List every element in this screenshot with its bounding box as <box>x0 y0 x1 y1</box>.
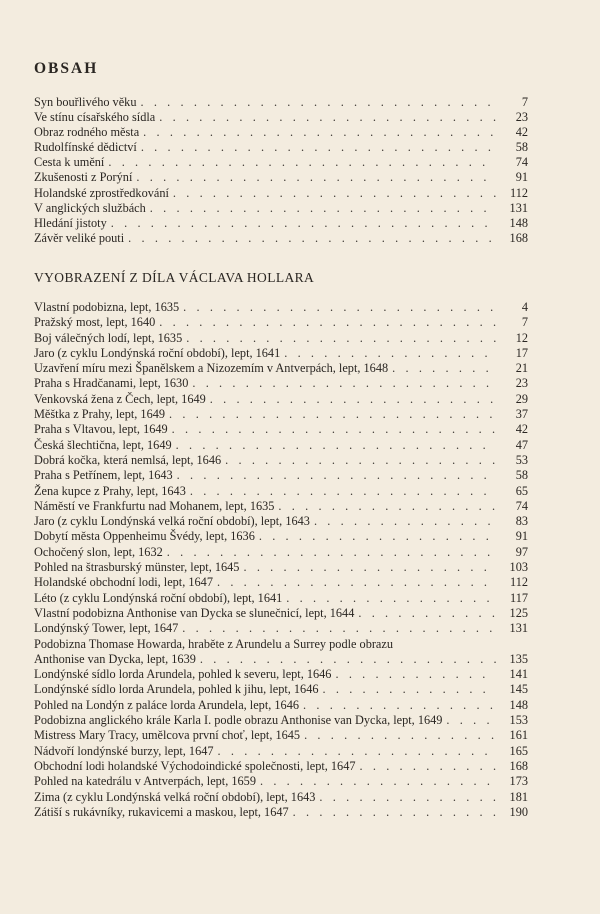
dot-leader <box>446 713 496 728</box>
entry-title: Anthonise van Dycka, lept, 1639 <box>34 651 196 666</box>
illustration-entry <box>34 790 528 805</box>
illustrations-heading: VYOBRAZENÍ Z DÍLA VÁCLAVA HOLLARA <box>34 270 315 285</box>
illustration-entry <box>34 575 528 590</box>
entry-page-number: 58 <box>515 468 528 483</box>
entry-page-number: 141 <box>509 667 528 682</box>
illustration-entry <box>34 361 528 376</box>
illustration-entry <box>34 667 528 682</box>
entry-title: Podobizna Thomase Howarda, hraběte z Arundelu a Surrey podle obrazu <box>34 636 393 651</box>
entry-title: Vlastní podobizna, lept, 1635 <box>34 300 180 314</box>
entry-title: Zátiší s rukávníky, rukavicemi a maskou, lept, 1647 <box>34 804 289 819</box>
entry-title: Pohled na katedrálu v Antverpách, lept, 1659 <box>34 774 256 789</box>
illustration-entry <box>34 529 528 544</box>
entry-page-number: 112 <box>510 575 528 590</box>
entry-page-number: 42 <box>515 422 528 437</box>
illustration-entry <box>34 407 528 422</box>
dot-leader <box>360 759 497 774</box>
entry-page-number: 91 <box>515 529 528 544</box>
entry-title: Rudolfínské dědictví <box>34 140 137 155</box>
entry-page-number: 131 <box>509 200 528 215</box>
entry-page-number: 125 <box>509 605 528 620</box>
illustration-entry <box>34 545 528 560</box>
entry-page-number: 7 <box>521 315 528 330</box>
entry-title: Jaro (z cyklu Londýnská roční období), lept, 1641 <box>34 345 281 360</box>
entry-page-number: 145 <box>509 682 528 697</box>
dot-leader <box>128 231 496 246</box>
entry-page-number: 148 <box>509 697 528 712</box>
illustration-entry <box>34 637 528 652</box>
illustration-entry <box>34 728 528 743</box>
dot-leader <box>136 170 496 185</box>
dot-leader <box>176 438 496 453</box>
illustration-entry <box>34 805 528 820</box>
entry-page-number: 7 <box>521 95 528 109</box>
entry-page-number: 21 <box>515 361 528 376</box>
entry-title: Náměstí ve Frankfurtu nad Mohanem, lept, 1635 <box>34 498 275 513</box>
dot-leader <box>173 186 496 201</box>
entry-title: Londýnský Tower, lept, 1647 <box>34 621 179 636</box>
illustration-entry <box>34 713 528 728</box>
entry-title: Pražský most, lept, 1640 <box>34 315 156 330</box>
contents-entry <box>34 140 528 155</box>
dot-leader <box>177 468 496 483</box>
dot-leader <box>217 575 496 590</box>
dot-leader <box>172 422 496 437</box>
entry-page-number: 53 <box>515 452 528 467</box>
dot-leader <box>278 499 496 514</box>
entry-title: Léto (z cyklu Londýnská roční období), lept, 1641 <box>34 590 283 605</box>
dot-leader <box>108 155 496 170</box>
dot-leader <box>335 667 496 682</box>
entry-title: Závěr veliké pouti <box>34 230 125 245</box>
contents-entry <box>34 155 528 170</box>
dot-leader <box>143 125 496 140</box>
dot-leader <box>159 315 496 330</box>
dot-leader <box>192 376 496 391</box>
entry-title: Londýnské sídlo lorda Arundela, pohled k severu, lept, 1646 <box>34 667 332 682</box>
illustration-entry <box>34 376 528 391</box>
illustration-entry <box>34 682 528 697</box>
illustration-entry <box>34 606 528 621</box>
dot-leader <box>243 560 496 575</box>
entry-title: Hledání jistoty <box>34 215 107 230</box>
dot-leader <box>319 790 496 805</box>
entry-title: Zkušenosti z Porýní <box>34 170 133 185</box>
entry-title: Ochočený slon, lept, 1632 <box>34 544 163 559</box>
entry-page-number: 148 <box>509 215 528 230</box>
entry-page-number: 23 <box>515 110 528 125</box>
entry-title: Holandské zprostředkování <box>34 185 169 200</box>
entry-page-number: 103 <box>509 560 528 575</box>
entry-page-number: 23 <box>515 376 528 391</box>
contents-entry <box>34 231 528 246</box>
illustration-entry <box>34 315 528 330</box>
entry-page-number: 91 <box>515 170 528 185</box>
illustration-entry <box>34 392 528 407</box>
entry-title: Praha s Hradčanami, lept, 1630 <box>34 376 189 391</box>
entry-title: Boj válečných lodí, lept, 1635 <box>34 330 183 345</box>
dot-leader <box>303 698 496 713</box>
dot-leader <box>225 453 496 468</box>
illustration-entry <box>34 468 528 483</box>
contents-entry <box>34 125 528 140</box>
entry-page-number: 117 <box>510 590 528 605</box>
illustration-entry <box>34 744 528 759</box>
illustration-entry <box>34 759 528 774</box>
entry-page-number: 112 <box>510 185 528 200</box>
illustration-entry <box>34 652 528 667</box>
entry-title: Londýnské sídlo lorda Arundela, pohled k jihu, lept, 1646 <box>34 682 319 697</box>
entry-title: Měštka z Prahy, lept, 1649 <box>34 407 166 422</box>
dot-leader <box>141 140 496 155</box>
entry-page-number: 168 <box>509 758 528 773</box>
entry-page-number: 74 <box>515 498 528 513</box>
entry-page-number: 181 <box>509 789 528 804</box>
entry-title: Uzavření míru mezi Španělskem a Nizozemím v Antverpách, lept, 1648 <box>34 361 389 376</box>
entry-page-number: 65 <box>515 483 528 498</box>
entry-title: Praha s Vltavou, lept, 1649 <box>34 422 168 437</box>
dot-leader <box>169 407 496 422</box>
illustration-entry <box>34 560 528 575</box>
dot-leader <box>167 545 496 560</box>
dot-leader <box>323 682 497 697</box>
dot-leader <box>392 361 496 376</box>
dot-leader <box>304 728 496 743</box>
entry-page-number: 165 <box>509 743 528 758</box>
illustration-entry <box>34 422 528 437</box>
dot-leader <box>200 652 496 667</box>
entry-page-number: 153 <box>509 713 528 728</box>
entry-page-number: 135 <box>509 651 528 666</box>
illustration-entry <box>34 591 528 606</box>
entry-page-number: 12 <box>515 330 528 345</box>
dot-leader <box>293 805 496 820</box>
entry-title: Syn bouřlivého věku <box>34 95 137 109</box>
entry-page-number: 83 <box>515 514 528 529</box>
entry-page-number: 168 <box>509 230 528 245</box>
illustrations-list <box>34 300 528 820</box>
dot-leader <box>286 591 496 606</box>
entry-title: Zima (z cyklu Londýnská velká roční období), lept, 1643 <box>34 789 316 804</box>
entry-title: Jaro (z cyklu Londýnská velká roční období), lept, 1643 <box>34 514 310 529</box>
illustration-entry <box>34 300 528 315</box>
entry-page-number: 173 <box>509 774 528 789</box>
entry-page-number: 131 <box>509 621 528 636</box>
dot-leader <box>358 606 496 621</box>
dot-leader <box>259 529 496 544</box>
entry-title: Venkovská žena z Čech, lept, 1649 <box>34 391 206 406</box>
illustration-entry <box>34 698 528 713</box>
entry-title: Ve stínu císařského sídla <box>34 110 156 125</box>
entry-page-number: 42 <box>515 125 528 140</box>
contents-entry <box>34 201 528 216</box>
dot-leader <box>186 331 496 346</box>
entry-title: Vlastní podobizna Anthonise van Dycka se slunečnicí, lept, 1644 <box>34 605 355 620</box>
entry-title: Pohled na štrasburský münster, lept, 1645 <box>34 560 240 575</box>
entry-page-number: 74 <box>515 155 528 170</box>
illustration-entry <box>34 499 528 514</box>
entry-page-number: 17 <box>515 345 528 360</box>
entry-page-number: 37 <box>515 407 528 422</box>
entry-page-number: 58 <box>515 140 528 155</box>
entry-page-number: 97 <box>515 544 528 559</box>
dot-leader <box>284 346 496 361</box>
illustration-entry <box>34 774 528 789</box>
illustration-entry <box>34 346 528 361</box>
illustration-entry <box>34 438 528 453</box>
dot-leader <box>159 110 496 125</box>
entry-title: Mistress Mary Tracy, umělcova první choť, lept, 1645 <box>34 728 301 743</box>
dot-leader <box>314 514 496 529</box>
contents-heading: OBSAH <box>34 60 99 77</box>
entry-title: Žena kupce z Prahy, lept, 1643 <box>34 483 186 498</box>
illustration-entry <box>34 514 528 529</box>
dot-leader <box>182 621 496 636</box>
dot-leader <box>140 95 496 110</box>
dot-leader <box>190 484 496 499</box>
entry-title: Obchodní lodi holandské Východoindické společnosti, lept, 1647 <box>34 758 356 773</box>
dot-leader <box>210 392 496 407</box>
entry-title: Podobizna anglického krále Karla I. podle obrazu Anthonise van Dycka, lept, 1649 <box>34 713 443 728</box>
entry-page-number: 4 <box>521 300 528 314</box>
entry-page-number: 161 <box>509 728 528 743</box>
entry-page-number: 190 <box>509 804 528 819</box>
illustration-entry <box>34 453 528 468</box>
entry-title: V anglických službách <box>34 200 146 215</box>
contents-list <box>34 95 528 246</box>
contents-entry <box>34 95 528 110</box>
entry-title: Nádvoří londýnské burzy, lept, 1647 <box>34 743 214 758</box>
entry-title: Obraz rodného města <box>34 125 140 140</box>
entry-title: Česká šlechtična, lept, 1649 <box>34 437 172 452</box>
contents-entry <box>34 186 528 201</box>
dot-leader <box>260 774 496 789</box>
dot-leader <box>150 201 496 216</box>
dot-leader <box>111 216 496 231</box>
dot-leader <box>218 744 496 759</box>
illustration-entry <box>34 621 528 636</box>
entry-title: Cesta k umění <box>34 155 105 170</box>
dot-leader <box>183 300 496 315</box>
contents-entry <box>34 110 528 125</box>
entry-title: Dobrá kočka, která nemlsá, lept, 1646 <box>34 452 222 467</box>
entry-title: Dobytí města Oppenheimu Švédy, lept, 1636 <box>34 529 255 544</box>
entry-title: Pohled na Londýn z paláce lorda Arundela, lept, 1646 <box>34 697 299 712</box>
entry-title: Praha s Petřínem, lept, 1643 <box>34 468 173 483</box>
entry-title: Holandské obchodní lodi, lept, 1647 <box>34 575 213 590</box>
entry-page-number: 47 <box>515 437 528 452</box>
contents-entry <box>34 216 528 231</box>
entry-page-number: 29 <box>515 391 528 406</box>
illustration-entry <box>34 331 528 346</box>
contents-entry <box>34 170 528 185</box>
illustration-entry <box>34 484 528 499</box>
